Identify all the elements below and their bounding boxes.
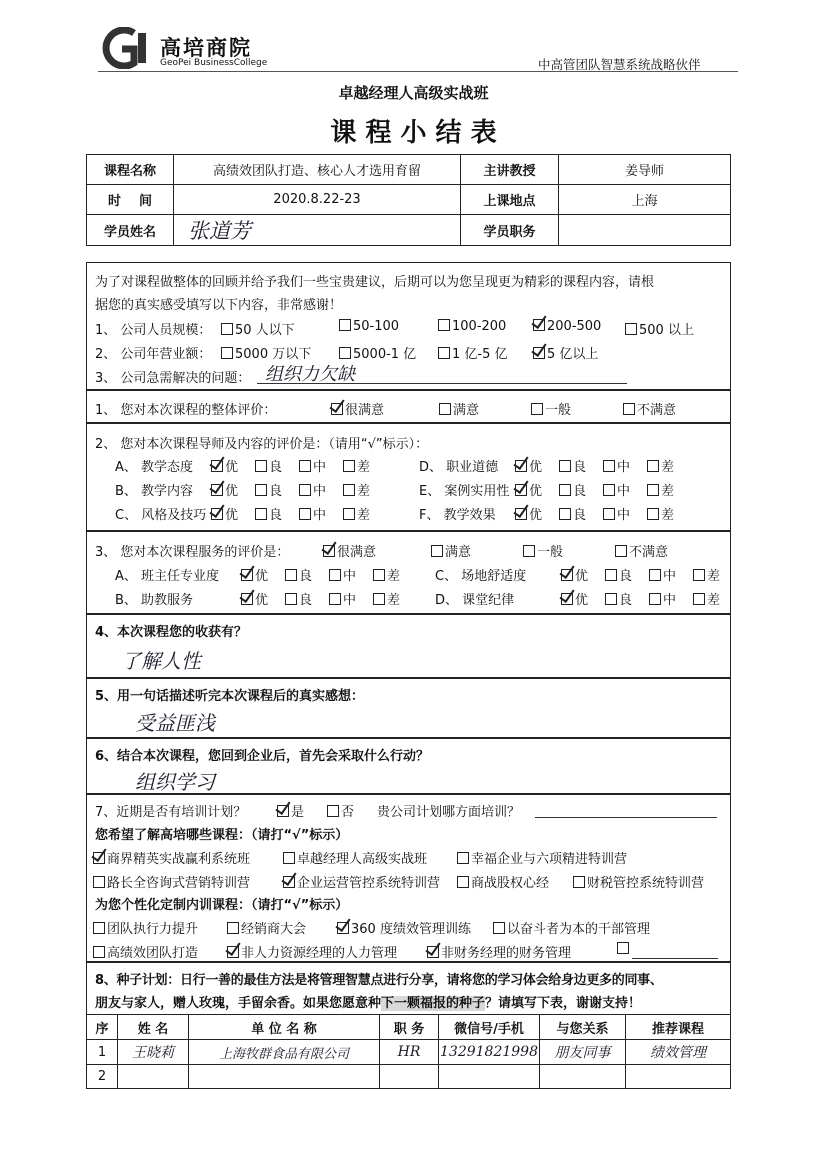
table-row bbox=[87, 1065, 731, 1089]
seed-table bbox=[86, 1014, 731, 1089]
grade-option[interactable]: 中 bbox=[603, 480, 630, 499]
course-option-5[interactable]: 企业运营管控系统特训营 bbox=[283, 872, 440, 891]
grade-option[interactable]: 优 bbox=[241, 565, 268, 584]
service-option-3[interactable]: 一般 bbox=[523, 541, 563, 560]
grade-option[interactable]: 良 bbox=[605, 565, 632, 584]
checkbox-checked[interactable] bbox=[515, 484, 527, 496]
header-cell: 姓 名 bbox=[118, 1015, 189, 1040]
checkbox[interactable] bbox=[559, 508, 571, 520]
time-label: 时 间 bbox=[87, 185, 174, 215]
logo-subtext: GeoPei BusinessCollege bbox=[160, 58, 268, 68]
grade-option[interactable]: 优 bbox=[241, 589, 268, 608]
checkbox[interactable] bbox=[439, 403, 451, 415]
checkbox[interactable] bbox=[343, 460, 355, 472]
page-title: 课 程 小 结 表 bbox=[330, 118, 497, 148]
custom-option-7[interactable]: 非财务经理的财务管理 bbox=[427, 942, 571, 961]
checkbox[interactable] bbox=[438, 319, 450, 331]
grade-option[interactable]: 中 bbox=[603, 504, 630, 523]
teacher-eval bbox=[86, 423, 731, 531]
checkbox[interactable] bbox=[329, 569, 341, 581]
service-option-4[interactable]: 不满意 bbox=[615, 541, 668, 560]
grade-option[interactable]: 优 bbox=[561, 589, 588, 608]
checkbox[interactable] bbox=[605, 593, 617, 605]
table-cell[interactable] bbox=[118, 1065, 189, 1089]
custom-option-3[interactable]: 360 度绩效管理训练 bbox=[337, 918, 471, 937]
checkbox-checked[interactable] bbox=[427, 946, 439, 958]
q7-courses-label: 您希望了解高培哪些课程：（请打“√”标示） bbox=[95, 828, 349, 843]
custom-option-1[interactable]: 团队执行力提升 bbox=[93, 918, 198, 937]
checkbox[interactable] bbox=[649, 593, 661, 605]
checkbox[interactable] bbox=[255, 460, 267, 472]
logo bbox=[98, 27, 158, 69]
q8-line-1: 8、种子计划：日行一善的最佳方法是将管理智慧点进行分享，请将您的学习体会给身边更多的同事、 bbox=[95, 973, 663, 988]
checkbox[interactable] bbox=[649, 569, 661, 581]
table-cell[interactable] bbox=[540, 1065, 626, 1089]
teacher-eval-label: 2、 您对本次课程导师及内容的评价是：（请用“√”标示）： bbox=[95, 437, 429, 452]
course-option-2[interactable]: 卓越经理人高级实战班 bbox=[283, 848, 427, 867]
q2-option-4[interactable]: 5 亿以上 bbox=[533, 343, 598, 362]
checkbox[interactable] bbox=[438, 347, 450, 359]
course-option-1[interactable]: 商界精英实战赢利系统班 bbox=[93, 848, 250, 867]
checkbox-checked[interactable] bbox=[241, 593, 253, 605]
checkbox[interactable] bbox=[625, 323, 637, 335]
course-option-4[interactable]: 路长全咨询式营销特训营 bbox=[93, 872, 250, 891]
header-cell: 单 位 名 称 bbox=[189, 1015, 380, 1040]
q1-label: 1、 公司人员规模： bbox=[95, 323, 212, 338]
table-cell[interactable] bbox=[380, 1065, 439, 1089]
overall-option-1[interactable]: 很满意 bbox=[331, 399, 384, 418]
eval-item-label: D、 课堂纪律 bbox=[435, 593, 515, 608]
time-value: 2020.8.22-23 bbox=[174, 185, 461, 215]
checkbox[interactable] bbox=[559, 484, 571, 496]
q3-label: 3、 公司急需解决的问题： bbox=[95, 371, 251, 386]
page-subtitle: 卓越经理人高级实战班 bbox=[338, 84, 489, 102]
grade-option[interactable]: 良 bbox=[255, 504, 282, 523]
grade-option[interactable]: 优 bbox=[211, 504, 238, 523]
checkbox-checked[interactable] bbox=[211, 460, 223, 472]
teacher-value: 姜导师 bbox=[559, 155, 731, 185]
eval-item-label: A、 班主任专业度 bbox=[115, 569, 220, 584]
q8-line-2: 朋友与家人，赠人玫瑰，手留余香。如果您愿意种下一颗福报的种子？请填写下表，谢谢支持！ bbox=[95, 996, 642, 1011]
q1-option-5[interactable]: 500 以上 bbox=[625, 319, 694, 338]
q4-label: 4、本次课程您的收获有？ bbox=[95, 625, 248, 640]
checkbox-checked[interactable] bbox=[337, 922, 349, 934]
checkbox-checked[interactable] bbox=[515, 508, 527, 520]
q4-answer[interactable]: 了解人性 bbox=[121, 649, 201, 673]
q5-answer[interactable]: 受益匪浅 bbox=[135, 711, 215, 735]
position-label: 学员职务 bbox=[461, 215, 559, 246]
service-option-1[interactable]: 很满意 bbox=[323, 541, 376, 560]
course-label: 课程名称 bbox=[87, 155, 174, 185]
checkbox[interactable] bbox=[693, 593, 705, 605]
checkbox-checked[interactable] bbox=[277, 805, 289, 817]
checkbox[interactable] bbox=[603, 460, 615, 472]
checkbox[interactable] bbox=[373, 569, 385, 581]
logo-icon bbox=[98, 27, 158, 69]
table-cell[interactable]: 绩效管理 bbox=[626, 1040, 731, 1065]
grade-option[interactable]: 良 bbox=[255, 480, 282, 499]
q2-option-3[interactable]: 1 亿-5 亿 bbox=[438, 343, 508, 362]
seed-table-header bbox=[87, 1015, 731, 1040]
checkbox[interactable] bbox=[605, 569, 617, 581]
header-cell: 与您关系 bbox=[540, 1015, 626, 1040]
course-option-3[interactable]: 幸福企业与六项精进特训营 bbox=[457, 848, 627, 867]
survey-section bbox=[86, 262, 731, 390]
checkbox[interactable] bbox=[615, 545, 627, 557]
grade-option[interactable]: 良 bbox=[285, 589, 312, 608]
checkbox[interactable] bbox=[285, 593, 297, 605]
q7-custom-label: 为您个性化定制内训课程：（请打“√”标示） bbox=[95, 898, 349, 913]
checkbox-checked[interactable] bbox=[331, 403, 343, 415]
grade-option[interactable]: 中 bbox=[329, 589, 356, 608]
checkbox[interactable] bbox=[647, 484, 659, 496]
grade-option[interactable]: 中 bbox=[299, 504, 326, 523]
course-option-6[interactable]: 商战股权心经 bbox=[457, 872, 549, 891]
checkbox[interactable] bbox=[623, 403, 635, 415]
q8-section bbox=[86, 962, 731, 1014]
checkbox[interactable] bbox=[559, 460, 571, 472]
grade-option[interactable]: 良 bbox=[559, 504, 586, 523]
table-cell[interactable]: 王晓莉 bbox=[118, 1040, 189, 1065]
overall-option-3[interactable]: 一般 bbox=[531, 399, 571, 418]
checkbox[interactable] bbox=[93, 946, 105, 958]
grade-option[interactable]: 中 bbox=[649, 565, 676, 584]
grade-option[interactable]: 中 bbox=[603, 456, 630, 475]
place-label: 上课地点 bbox=[461, 185, 559, 215]
grade-option[interactable]: 差 bbox=[373, 565, 400, 584]
checkbox[interactable] bbox=[93, 922, 105, 934]
q7-yes[interactable]: 是 bbox=[277, 801, 304, 820]
service-eval bbox=[86, 531, 731, 614]
grade-option[interactable]: 中 bbox=[299, 456, 326, 475]
grade-option[interactable]: 优 bbox=[561, 565, 588, 584]
table-cell[interactable] bbox=[439, 1065, 540, 1089]
grade-option[interactable]: 差 bbox=[343, 504, 370, 523]
q1-option-4[interactable]: 200-500 bbox=[533, 319, 601, 334]
q7-which-line bbox=[535, 817, 717, 818]
checkbox[interactable] bbox=[299, 484, 311, 496]
checkbox[interactable] bbox=[343, 508, 355, 520]
checkbox[interactable] bbox=[93, 876, 105, 888]
q7-label: 7、近期是否有培训计划？ bbox=[95, 805, 247, 820]
checkbox[interactable] bbox=[283, 852, 295, 864]
table-row bbox=[87, 1040, 731, 1065]
checkbox[interactable] bbox=[647, 508, 659, 520]
q6-section bbox=[86, 738, 731, 794]
grade-option[interactable]: 差 bbox=[647, 456, 674, 475]
checkbox[interactable] bbox=[339, 347, 351, 359]
grade-option[interactable]: 良 bbox=[559, 480, 586, 499]
checkbox[interactable] bbox=[603, 484, 615, 496]
checkbox[interactable] bbox=[647, 460, 659, 472]
q2-option-1[interactable]: 5000 万以下 bbox=[221, 343, 311, 362]
checkbox[interactable] bbox=[617, 942, 629, 954]
logo-text: 高培商院 bbox=[160, 35, 252, 60]
q3-answer[interactable]: 组织力欠缺 bbox=[265, 364, 355, 385]
place-value: 上海 bbox=[559, 185, 731, 215]
eval-item-label: C、 风格及技巧 bbox=[115, 508, 207, 523]
eval-item-label: C、 场地舒适度 bbox=[435, 569, 527, 584]
student-value: 张道芳 bbox=[174, 215, 461, 246]
grade-option[interactable]: 差 bbox=[693, 565, 720, 584]
student-label: 学员姓名 bbox=[87, 215, 174, 246]
table-cell[interactable]: 上海牧群食品有限公司 bbox=[189, 1040, 380, 1065]
eval-item-label: B、 助教服务 bbox=[115, 593, 194, 608]
grade-option[interactable]: 良 bbox=[255, 456, 282, 475]
checkbox-checked[interactable] bbox=[93, 852, 105, 864]
checkbox-checked[interactable] bbox=[515, 460, 527, 472]
checkbox-checked[interactable] bbox=[241, 569, 253, 581]
grade-option[interactable]: 中 bbox=[329, 565, 356, 584]
custom-option-blank[interactable] bbox=[617, 942, 631, 957]
q5-label: 5、用一句话描述听完本次课程后的真实感想： bbox=[95, 689, 365, 704]
service-option-2[interactable]: 满意 bbox=[431, 541, 471, 560]
checkbox[interactable] bbox=[299, 508, 311, 520]
service-eval-label: 3、 您对本次课程服务的评价是： bbox=[95, 545, 290, 560]
grade-option[interactable]: 差 bbox=[373, 589, 400, 608]
q1-option-1[interactable]: 50 人以下 bbox=[221, 319, 295, 338]
grade-option[interactable]: 差 bbox=[343, 456, 370, 475]
overall-eval bbox=[86, 390, 731, 423]
checkbox-checked[interactable] bbox=[561, 569, 573, 581]
checkbox[interactable] bbox=[221, 323, 233, 335]
checkbox-checked[interactable] bbox=[533, 319, 545, 331]
checkbox[interactable] bbox=[573, 876, 585, 888]
table-cell[interactable]: 13291821998 bbox=[439, 1040, 540, 1065]
grade-option[interactable]: 良 bbox=[559, 456, 586, 475]
custom-option-6[interactable]: 非人力资源经理的人力管理 bbox=[227, 942, 397, 961]
grade-option[interactable]: 良 bbox=[285, 565, 312, 584]
checkbox-checked[interactable] bbox=[323, 545, 335, 557]
course-value: 高绩效团队打造、核心人才选用育留 bbox=[174, 155, 461, 185]
q1-option-2[interactable]: 50-100 bbox=[339, 319, 399, 334]
grade-option[interactable]: 差 bbox=[343, 480, 370, 499]
info-table bbox=[86, 154, 731, 246]
custom-option-4[interactable]: 以奋斗者为本的干部管理 bbox=[493, 918, 650, 937]
grade-option[interactable]: 优 bbox=[211, 480, 238, 499]
grade-option[interactable]: 良 bbox=[605, 589, 632, 608]
checkbox[interactable] bbox=[227, 922, 239, 934]
checkbox-checked[interactable] bbox=[227, 946, 239, 958]
grade-option[interactable]: 差 bbox=[693, 589, 720, 608]
eval-item-label: D、 职业道德 bbox=[419, 460, 499, 475]
checkbox[interactable] bbox=[221, 347, 233, 359]
checkbox[interactable] bbox=[299, 460, 311, 472]
checkbox[interactable] bbox=[531, 403, 543, 415]
header-cell: 推荐课程 bbox=[626, 1015, 731, 1040]
grade-option[interactable]: 优 bbox=[515, 456, 542, 475]
checkbox[interactable] bbox=[343, 484, 355, 496]
checkbox[interactable] bbox=[431, 545, 443, 557]
header-cell: 职 务 bbox=[380, 1015, 439, 1040]
checkbox[interactable] bbox=[327, 805, 339, 817]
checkbox[interactable] bbox=[373, 593, 385, 605]
survey-intro-2: 据您的真实感受填写以下内容，非常感谢！ bbox=[95, 298, 343, 313]
checkbox[interactable] bbox=[285, 569, 297, 581]
overall-option-2[interactable]: 满意 bbox=[439, 399, 479, 418]
q4-section bbox=[86, 614, 731, 678]
checkbox-checked[interactable] bbox=[211, 484, 223, 496]
checkbox[interactable] bbox=[603, 508, 615, 520]
table-cell: 2 bbox=[87, 1065, 118, 1089]
position-value bbox=[559, 215, 731, 246]
table-cell: 1 bbox=[87, 1040, 118, 1065]
eval-item-label: F、 教学效果 bbox=[419, 508, 496, 523]
q2-option-2[interactable]: 5000-1 亿 bbox=[339, 343, 416, 362]
checkbox-checked[interactable] bbox=[561, 593, 573, 605]
checkbox[interactable] bbox=[523, 545, 535, 557]
header-cell: 序 bbox=[87, 1015, 118, 1040]
grade-option[interactable]: 优 bbox=[515, 480, 542, 499]
q6-answer[interactable]: 组织学习 bbox=[135, 770, 215, 794]
checkbox[interactable] bbox=[329, 593, 341, 605]
checkbox-checked[interactable] bbox=[533, 347, 545, 359]
checkbox-checked[interactable] bbox=[283, 876, 295, 888]
grade-option[interactable]: 优 bbox=[211, 456, 238, 475]
grade-option[interactable]: 优 bbox=[515, 504, 542, 523]
overall-option-4[interactable]: 不满意 bbox=[623, 399, 676, 418]
checkbox[interactable] bbox=[493, 922, 505, 934]
table-cell[interactable]: HR bbox=[380, 1040, 439, 1065]
overall-label: 1、 您对本次课程的整体评价： bbox=[95, 403, 277, 418]
table-cell[interactable] bbox=[626, 1065, 731, 1089]
q2-label: 2、 公司年营业额： bbox=[95, 347, 212, 362]
custom-blank-line bbox=[632, 958, 718, 959]
course-option-7[interactable]: 财税管控系统特训营 bbox=[573, 872, 704, 891]
header-divider bbox=[98, 71, 738, 72]
grade-option[interactable]: 差 bbox=[647, 504, 674, 523]
q7-section bbox=[86, 794, 731, 962]
custom-option-5[interactable]: 高绩效团队打造 bbox=[93, 942, 198, 961]
grade-option[interactable]: 差 bbox=[647, 480, 674, 499]
checkbox[interactable] bbox=[457, 852, 469, 864]
custom-option-2[interactable]: 经销商大会 bbox=[227, 918, 306, 937]
checkbox[interactable] bbox=[255, 508, 267, 520]
grade-option[interactable]: 中 bbox=[649, 589, 676, 608]
q7-no[interactable]: 否 bbox=[327, 801, 354, 820]
checkbox[interactable] bbox=[255, 484, 267, 496]
table-cell[interactable] bbox=[189, 1065, 380, 1089]
q6-label: 6、结合本次课程，您回到企业后，首先会采取什么行动？ bbox=[95, 749, 430, 764]
q3-underline bbox=[257, 383, 627, 384]
survey-intro-1: 为了对课程做整体的回顾并给予我们一些宝贵建议，后期可以为您呈现更为精彩的课程内容，请根 bbox=[95, 275, 655, 290]
eval-item-label: A、 教学态度 bbox=[115, 460, 194, 475]
q5-section bbox=[86, 678, 731, 738]
teacher-label: 主讲教授 bbox=[461, 155, 559, 185]
eval-item-label: B、 教学内容 bbox=[115, 484, 194, 499]
checkbox[interactable] bbox=[457, 876, 469, 888]
checkbox-checked[interactable] bbox=[211, 508, 223, 520]
header-cell: 微信号/手机 bbox=[439, 1015, 540, 1040]
grade-option[interactable]: 中 bbox=[299, 480, 326, 499]
q7-which: 贵公司计划哪方面培训？ bbox=[377, 805, 521, 820]
table-cell[interactable]: 朋友同事 bbox=[540, 1040, 626, 1065]
eval-item-label: E、 案例实用性 bbox=[419, 484, 510, 499]
q1-option-3[interactable]: 100-200 bbox=[438, 319, 506, 334]
tagline: 中高管团队智慧系统战略伙伴 bbox=[538, 57, 701, 72]
checkbox[interactable] bbox=[339, 319, 351, 331]
checkbox[interactable] bbox=[693, 569, 705, 581]
